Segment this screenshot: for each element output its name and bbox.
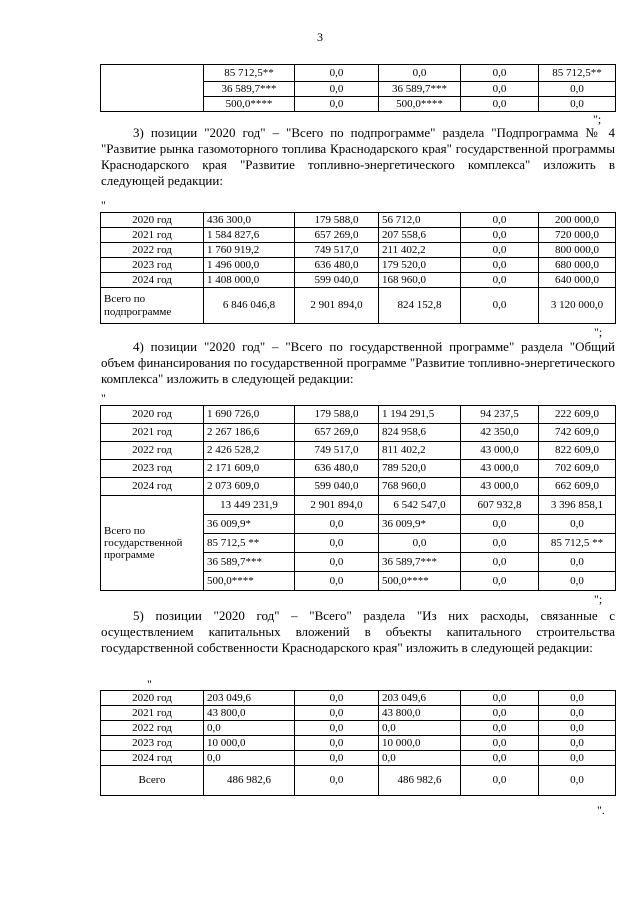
table-cell: 720 000,0 xyxy=(539,228,616,243)
year-label: 2024 год xyxy=(101,478,204,496)
table-cell: 500,0**** xyxy=(379,572,461,591)
table-row xyxy=(101,706,616,721)
table-row xyxy=(101,258,616,273)
table-cell: 0,0 xyxy=(461,721,539,736)
table-row-total xyxy=(101,288,616,324)
total-label: Всего по государственной программе xyxy=(101,496,204,591)
table-cell: 2 267 186,6 xyxy=(204,424,295,442)
table-cell: 3 396 858,1 xyxy=(539,496,616,515)
table-cell: 85 712,5 ** xyxy=(539,534,616,553)
table-cell: 36 589,7*** xyxy=(379,553,461,572)
table-row xyxy=(101,273,616,288)
table-cell: 36 589,7*** xyxy=(204,82,295,97)
table-cell: 43 000,0 xyxy=(461,478,539,496)
table-cell: 43 000,0 xyxy=(461,460,539,478)
table-cell: 436 300,0 xyxy=(204,213,295,228)
table-cell: 0,0 xyxy=(461,97,539,112)
table-cell: 822 609,0 xyxy=(539,442,616,460)
table-cell: 0,0 xyxy=(461,273,539,288)
year-label: 2023 год xyxy=(101,258,204,273)
table-cell: 0,0 xyxy=(379,721,461,736)
table-cell: 36 589,7*** xyxy=(379,82,461,97)
table-cell: 207 558,6 xyxy=(379,228,461,243)
table-cell: 0,0 xyxy=(461,288,539,324)
table-cell: 0,0 xyxy=(461,515,539,534)
table-cell: 0,0 xyxy=(461,572,539,591)
table-cell: 811 402,2 xyxy=(379,442,461,460)
year-label: 2023 год xyxy=(101,460,204,478)
table-cell: 36 009,9* xyxy=(379,515,461,534)
table-cell: 179 520,0 xyxy=(379,258,461,273)
table-cell: 789 520,0 xyxy=(379,460,461,478)
year-label: 2020 год xyxy=(101,691,204,706)
table-cell: 0,0 xyxy=(539,553,616,572)
table-row xyxy=(101,243,616,258)
table-cell: 0,0 xyxy=(461,766,539,796)
table-row xyxy=(101,424,616,442)
table-cell: 3 120 000,0 xyxy=(539,288,616,324)
table-cell: 36 589,7*** xyxy=(204,553,295,572)
table-cell: 0,0 xyxy=(461,213,539,228)
table-cell: 203 049,6 xyxy=(379,691,461,706)
table-cell: 2 901 894,0 xyxy=(295,496,379,515)
table-cell: 0,0 xyxy=(461,691,539,706)
table-row xyxy=(101,228,616,243)
table-cell: 1 690 726,0 xyxy=(204,406,295,424)
table-cell: 486 982,6 xyxy=(379,766,461,796)
table-cell xyxy=(101,65,204,112)
table-cell: 636 480,0 xyxy=(295,258,379,273)
table-cell: 0,0 xyxy=(295,572,379,591)
table-cell: 2 171 609,0 xyxy=(204,460,295,478)
year-label: 2021 год xyxy=(101,228,204,243)
table-cell: 56 712,0 xyxy=(379,213,461,228)
table-cell: 768 960,0 xyxy=(379,478,461,496)
closing-quote: ". xyxy=(597,803,605,817)
page-number: 3 xyxy=(317,30,323,44)
table-cell: 85 712,5 ** xyxy=(204,534,295,553)
table-cell: 43 000,0 xyxy=(461,442,539,460)
closing-quote: "; xyxy=(594,592,603,606)
year-label: 2024 год xyxy=(101,273,204,288)
table-cell: 179 588,0 xyxy=(295,213,379,228)
table-cell: 0,0 xyxy=(295,736,379,751)
table-subprogram xyxy=(100,212,616,324)
year-label: 2022 год xyxy=(101,721,204,736)
opening-quote: " xyxy=(147,677,152,691)
table-cell: 0,0 xyxy=(539,766,616,796)
table-cell: 10 000,0 xyxy=(204,736,295,751)
table-row xyxy=(101,691,616,706)
table-cell: 0,0 xyxy=(539,736,616,751)
table-continuation xyxy=(100,64,616,112)
table-cell: 200 000,0 xyxy=(539,213,616,228)
table-cell: 0,0 xyxy=(295,721,379,736)
table-cell: 2 426 528,2 xyxy=(204,442,295,460)
paragraph-5: 5) позиции "2020 год" – "Всего" раздела "Из них расходы, связанные с осуществлением капитальных вложений в объекты капитального строительства государственной собственности Краснодарского края" изложить в следующей редакции: xyxy=(101,608,615,655)
table-cell: 43 800,0 xyxy=(204,706,295,721)
table-cell: 2 073 609,0 xyxy=(204,478,295,496)
table-cell: 702 609,0 xyxy=(539,460,616,478)
year-label: 2024 год xyxy=(101,751,204,766)
table-row xyxy=(101,736,616,751)
table-cell: 0,0 xyxy=(461,258,539,273)
table-cell: 0,0 xyxy=(539,706,616,721)
table-cell: 500,0**** xyxy=(379,97,461,112)
table-cell: 800 000,0 xyxy=(539,243,616,258)
table-cell: 211 402,2 xyxy=(379,243,461,258)
table-cell: 203 049,6 xyxy=(204,691,295,706)
closing-quote: "; xyxy=(594,325,603,339)
table-cell: 0,0 xyxy=(539,97,616,112)
table-capital xyxy=(100,690,616,796)
table-cell: 0,0 xyxy=(379,534,461,553)
table-cell: 824 958,6 xyxy=(379,424,461,442)
table-cell: 36 009,9* xyxy=(204,515,295,534)
table-cell: 6 542 547,0 xyxy=(379,496,461,515)
table-cell: 0,0 xyxy=(539,515,616,534)
opening-quote: " xyxy=(101,198,106,212)
table-cell: 94 237,5 xyxy=(461,406,539,424)
table-cell: 0,0 xyxy=(461,534,539,553)
table-cell: 0,0 xyxy=(461,228,539,243)
year-label: 2022 год xyxy=(101,442,204,460)
year-label: 2022 год xyxy=(101,243,204,258)
table-cell: 0,0 xyxy=(295,706,379,721)
table-cell: 0,0 xyxy=(461,736,539,751)
table-cell: 0,0 xyxy=(295,515,379,534)
total-label: Всего по подпрограмме xyxy=(101,288,204,324)
year-label: 2021 год xyxy=(101,424,204,442)
table-cell: 0,0 xyxy=(295,82,379,97)
total-label: Всего xyxy=(101,766,204,796)
table-cell: 0,0 xyxy=(539,691,616,706)
table-cell: 0,0 xyxy=(204,721,295,736)
table-cell: 1 194 291,5 xyxy=(379,406,461,424)
year-label: 2020 год xyxy=(101,406,204,424)
table-cell: 0,0 xyxy=(295,553,379,572)
table-row xyxy=(101,460,616,478)
table-cell: 0,0 xyxy=(539,721,616,736)
table-cell: 2 901 894,0 xyxy=(295,288,379,324)
table-cell: 636 480,0 xyxy=(295,460,379,478)
table-cell: 0,0 xyxy=(461,65,539,82)
year-label: 2021 год xyxy=(101,706,204,721)
table-cell: 500,0**** xyxy=(204,97,295,112)
table-cell: 0,0 xyxy=(295,751,379,766)
table-row xyxy=(101,478,616,496)
table-cell: 1 496 000,0 xyxy=(204,258,295,273)
table-cell: 1 760 919,2 xyxy=(204,243,295,258)
table-row xyxy=(101,65,616,82)
table-row xyxy=(101,406,616,424)
table-cell: 599 040,0 xyxy=(295,478,379,496)
table-cell: 500,0**** xyxy=(204,572,295,591)
table-cell: 1 408 000,0 xyxy=(204,273,295,288)
table-cell: 599 040,0 xyxy=(295,273,379,288)
table-cell: 749 517,0 xyxy=(295,442,379,460)
table-row-total xyxy=(101,496,616,515)
table-program xyxy=(100,405,616,591)
table-cell: 0,0 xyxy=(539,82,616,97)
closing-quote: "; xyxy=(593,112,602,126)
table-cell: 742 609,0 xyxy=(539,424,616,442)
table-cell: 168 960,0 xyxy=(379,273,461,288)
table-cell: 0,0 xyxy=(461,82,539,97)
table-cell: 222 609,0 xyxy=(539,406,616,424)
paragraph-3: 3) позиции "2020 год" – "Всего по подпрограмме" раздела "Подпрограмма № 4 "Развитие рынка газомоторного топлива Краснодарского края" государственной программы Краснодарского края "Развитие топливно-энергетического комплекса" изложить в следующей редакции: xyxy=(101,125,615,188)
table-cell: 0,0 xyxy=(295,65,379,82)
table-cell: 680 000,0 xyxy=(539,258,616,273)
table-cell: 0,0 xyxy=(461,243,539,258)
table-cell: 0,0 xyxy=(379,65,461,82)
table-cell: 0,0 xyxy=(539,572,616,591)
table-cell: 0,0 xyxy=(295,534,379,553)
table-cell: 42 350,0 xyxy=(461,424,539,442)
table-cell: 0,0 xyxy=(461,553,539,572)
table-cell: 0,0 xyxy=(204,751,295,766)
table-cell: 607 932,8 xyxy=(461,496,539,515)
table-cell: 10 000,0 xyxy=(379,736,461,751)
opening-quote: " xyxy=(101,391,106,405)
table-cell: 486 982,6 xyxy=(204,766,295,796)
table-cell: 1 584 827,6 xyxy=(204,228,295,243)
table-cell: 85 712,5** xyxy=(204,65,295,82)
table-cell: 0,0 xyxy=(295,97,379,112)
table-cell: 0,0 xyxy=(295,691,379,706)
table-cell: 0,0 xyxy=(539,751,616,766)
table-row xyxy=(101,442,616,460)
year-label: 2020 год xyxy=(101,213,204,228)
table-cell: 85 712,5** xyxy=(539,65,616,82)
table-cell: 179 588,0 xyxy=(295,406,379,424)
table-cell: 749 517,0 xyxy=(295,243,379,258)
table-cell: 662 609,0 xyxy=(539,478,616,496)
table-cell: 6 846 046,8 xyxy=(204,288,295,324)
table-cell: 0,0 xyxy=(461,751,539,766)
table-cell: 13 449 231,9 xyxy=(204,496,295,515)
table-cell: 43 800,0 xyxy=(379,706,461,721)
table-row xyxy=(101,721,616,736)
table-cell: 640 000,0 xyxy=(539,273,616,288)
year-label: 2023 год xyxy=(101,736,204,751)
table-cell: 0,0 xyxy=(461,706,539,721)
table-cell: 0,0 xyxy=(295,766,379,796)
table-cell: 657 269,0 xyxy=(295,228,379,243)
table-row xyxy=(101,213,616,228)
table-cell: 657 269,0 xyxy=(295,424,379,442)
table-row xyxy=(101,751,616,766)
table-row-total xyxy=(101,766,616,796)
paragraph-4: 4) позиции "2020 год" – "Всего по государственной программе" раздела "Общий объем финансирования по государственной программе "Развитие топливно-энергетического комплекса" изложить в следующей редакции: xyxy=(101,339,615,386)
table-cell: 0,0 xyxy=(379,751,461,766)
table-cell: 824 152,8 xyxy=(379,288,461,324)
